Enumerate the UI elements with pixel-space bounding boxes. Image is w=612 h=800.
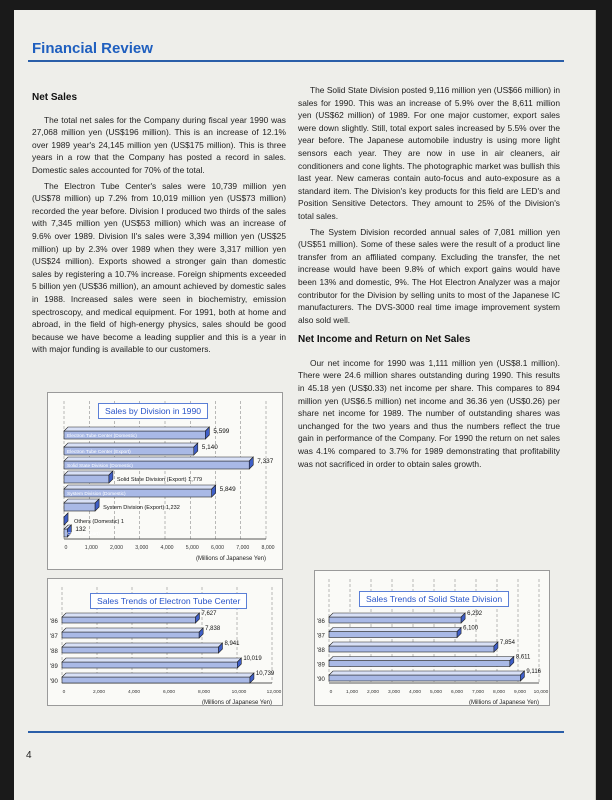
bar-value-label: 5,599 <box>213 428 230 435</box>
tick-label: 2,000 <box>110 545 123 551</box>
bar <box>62 673 254 683</box>
year-label: '87 <box>50 634 58 640</box>
tick-label: 8,000 <box>197 690 211 695</box>
tick-label: 7,000 <box>236 545 250 551</box>
bar-value-label: 132 <box>75 526 87 533</box>
tick-label: 12,000 <box>266 690 282 695</box>
tick-label: 4,000 <box>160 545 174 551</box>
year-label: '88 <box>317 648 325 654</box>
chart-electron-tube-trend <box>47 578 283 706</box>
x-axis-label: (Millions of Japanese Yen) <box>195 556 266 562</box>
right-column <box>298 84 560 473</box>
tick-label: 2,000 <box>366 690 380 695</box>
bar <box>329 657 514 667</box>
x-axis-label: (Millions of Japanese Yen) <box>468 700 539 705</box>
tick-label: 4,000 <box>408 690 422 695</box>
bar-value-label: 9,116 <box>526 669 542 675</box>
tick-label: 10,000 <box>231 690 247 695</box>
tick-label: 5,000 <box>185 545 199 551</box>
bar-value-label: 7,337 <box>257 458 274 465</box>
top-rule <box>28 60 564 62</box>
tick-label: 0 <box>64 545 68 551</box>
year-label: '88 <box>50 649 58 655</box>
bottom-rule <box>28 731 564 733</box>
tick-label: 0 <box>329 690 333 695</box>
bar-category-label: Electron Tube Center (Domestic) <box>67 434 137 439</box>
bar <box>329 613 465 623</box>
bar-label: Solid State Division (Export) 1,779 <box>116 477 203 483</box>
bar <box>329 628 461 638</box>
page-number: 4 <box>26 750 32 761</box>
bar-label: Others (Domestic) 1 <box>74 519 125 525</box>
tick-label: 3,000 <box>135 545 149 551</box>
bar-category-label: Solid State Division (Domestic) <box>67 464 133 469</box>
chart-title: Sales Trends of Electron Tube Center <box>90 593 247 609</box>
year-label: '90 <box>317 677 325 683</box>
bar <box>62 613 199 623</box>
bar-value-label: 6,292 <box>467 611 483 617</box>
bar-category-label: Others (Export) <box>67 532 100 537</box>
bar-value-label: 5,140 <box>201 444 218 451</box>
chart-sales-by-division-svg <box>48 393 282 569</box>
right-paragraph: The System Division recorded annual sales of 7,081 million yen (US$51 million). Some of these sales were the result of a product line transfer from an affiliated company. Excluding the transfer, the net increase would have been 9.8% of which export gains would have been 13% and domestic, 9%. The Hot Electron Analyzer was a major contributor for the Division by selling units to most of the Japanese IC manufacturers. The DVS-3000 real time image improvement system also sold well. <box>298 226 560 325</box>
bar-value-label: 8,611 <box>515 654 531 661</box>
year-label: '89 <box>50 664 58 670</box>
bar-value-label: 10,739 <box>255 671 275 677</box>
bar-value-label: 5,849 <box>219 486 236 493</box>
tick-label: 6,000 <box>162 690 176 695</box>
tick-label: 8,000 <box>492 690 506 695</box>
bar <box>64 513 68 525</box>
bar-value-label: 10,019 <box>243 656 262 662</box>
tick-label: 3,000 <box>387 690 401 695</box>
year-label: '86 <box>317 619 325 625</box>
tick-label: 10,000 <box>533 690 549 695</box>
tick-label: 1,000 <box>345 690 359 695</box>
chart-solid-state-trend <box>314 570 550 706</box>
tick-label: 9,000 <box>513 690 527 695</box>
bar <box>329 642 498 652</box>
right-paragraph: The Solid State Division posted 9,116 million yen (US$66 million) in sales for 1990. This was an increase of 5.9% over the 8,611 million yen (US$62 million) of 1989. For one major customer, export sales were down slightly. Still, total export sales increased by 5.5% over the year before. The Japanese automobile industry is using more light sensors each year. They are now in use in air cleaners, air conditioners and cone lights. The photographic market was bullish this last year. New cameras contain auto-focus and auto-exposure as a standard item. The Division's key products for this field are LED's and Position Sensitive Detectors. They amount to 25% of the Division's total sales. <box>298 85 560 221</box>
net-sales-heading: Net Sales <box>32 92 78 103</box>
bar <box>62 658 241 668</box>
bar-value-label: 7,627 <box>201 611 217 617</box>
bar-value-label: 6,100 <box>463 625 479 632</box>
net-income-heading: Net Income and Return on Net Sales <box>298 334 471 346</box>
tick-label: 6,000 <box>211 545 224 551</box>
chart-sales-by-division <box>47 392 283 570</box>
left-paragraph: The total net sales for the Company during fiscal year 1990 was 27,068 million yen (US$196 million). This is an increase of 12.1% over 1989 year's 24,145 million yen (US$175 million). This is three years in a row that the Company has posted a record in sales. Domestic sales accounted for 70% of the total. <box>32 114 286 175</box>
tick-label: 7,000 <box>471 690 485 695</box>
bar-category-label: System Division (Domestic) <box>67 492 126 497</box>
page-title: Financial Review <box>32 40 153 57</box>
tick-label: 0 <box>62 690 66 695</box>
year-label: '87 <box>317 633 325 640</box>
x-axis-label: (Millions of Japanese Yen) <box>201 700 272 705</box>
left-column <box>32 92 286 359</box>
tick-label: 5,000 <box>429 690 443 695</box>
year-label: '89 <box>317 662 325 669</box>
year-label: '86 <box>50 619 58 625</box>
bar <box>64 471 113 483</box>
bar-label: System Division (Export) 1,232 <box>103 505 180 511</box>
bar-category-label: Electron Tube Center (Export) <box>67 450 131 455</box>
left-paragraph: The Electron Tube Center's sales were 10,739 million yen (US$78 million) up 7.2% from 10,019 million yen (US$73 million) recorded the year before. Division I produced two thirds of the sales with 7,345 million yen (US$53 million) which was an increase of 9.6% over 1989. Division II's sales were 3,394 million yen (US$25 million) up by 2.3% over 1989 when they were 3,317 million yen (US$24 million). Exports showed a stronger gain than domestic sales by registering a 10.7% increase. Foreign shipments exceeded 5 billion yen (US$36 million), an amount achieved by domestic sales in 1988. Increased sales were seen in biochemistry, emission spectroscopy, and medical equipment. For 1991, both at home and abroad, in the field of high-energy physics, sales should be good because we have become a leading supplier and this is a year in with major funding is available to our customers. <box>32 180 286 355</box>
tick-label: 1,000 <box>84 545 98 551</box>
tick-label: 4,000 <box>127 690 141 695</box>
bar <box>64 499 99 511</box>
bar <box>329 671 524 681</box>
chart-title: Sales Trends of Solid State Division <box>359 591 509 607</box>
right-paragraph: Our net income for 1990 was 1,111 million yen (US$8.1 million). There were 24.6 million shares outstanding during 1990. This results in 45.18 yen (US$0.33) net income per share. This compares to 894 million yen (US$6.5 million) net income and 36.36 yen (US$0.26) per share net income for 1989. The number of outstanding shares was unchanged for the two years and thus the numbers reflect the true gain in performance of the Company. For 1990 the return on net sales was 4.1% compared to 3.7% for 1989 demonstrating that profitability was not sacrificed in order to obtain sales growth. <box>298 357 560 469</box>
bar-value-label: 7,838 <box>205 626 221 632</box>
year-label: '90 <box>50 679 58 685</box>
chart-title: Sales by Division in 1990 <box>98 403 208 419</box>
bar <box>62 643 222 653</box>
tick-label: 6,000 <box>450 690 464 695</box>
tick-label: 2,000 <box>92 690 106 695</box>
bar-value-label: 7,854 <box>499 640 515 646</box>
bar-value-label: 8,941 <box>224 641 240 647</box>
bar <box>62 628 203 638</box>
tick-label: 8,000 <box>261 545 275 551</box>
